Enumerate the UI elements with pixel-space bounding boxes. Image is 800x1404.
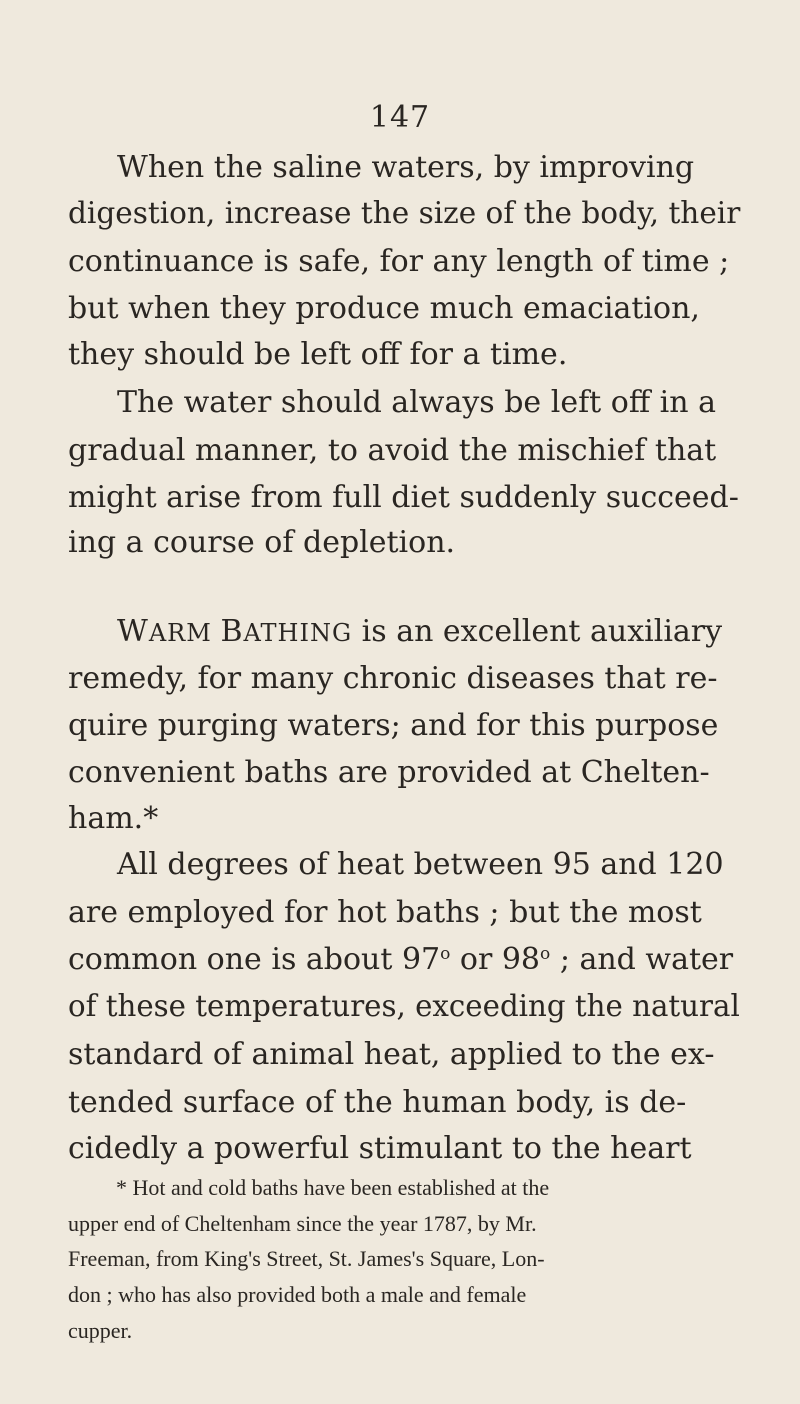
page-number: 147	[369, 100, 431, 135]
section-heading: WARM BATHING	[117, 614, 353, 649]
text-line: standard of animal heat, applied to the ex-	[68, 1037, 715, 1072]
text-line: All degrees of heat between 95 and 120	[117, 847, 724, 882]
footnote-line: don ; who has also provided both a male and female	[68, 1282, 527, 1307]
text-line: quire purging waters; and for this purpose	[68, 708, 719, 743]
footnote-line: cupper.	[68, 1318, 133, 1343]
text-line: of these temperatures, exceeding the natural	[68, 989, 740, 1024]
text-line: ing a course of depletion.	[68, 525, 456, 560]
text-line: might arise from full diet suddenly succeed-	[68, 480, 739, 515]
text-line: cidedly a powerful stimulant to the heart	[68, 1131, 692, 1166]
text-line: ham.*	[68, 801, 159, 836]
text-line: they should be left off for a time.	[68, 337, 568, 372]
text-line: tended surface of the human body, is de-	[68, 1085, 687, 1120]
text-line: convenient baths are provided at Chelten-	[68, 755, 710, 790]
text-line: are employed for hot baths ; but the most	[68, 895, 702, 930]
text-line: common one is about 97$^o$ or 98$^o$ ; and water	[68, 942, 734, 977]
text-line: but when they produce much emaciation,	[68, 291, 700, 326]
text-line: digestion, increase the size of the body, their	[68, 196, 741, 231]
text-line: gradual manner, to avoid the mischief that	[68, 433, 717, 468]
footnote-line: * Hot and cold baths have been established at the	[116, 1175, 550, 1200]
text-line: When the saline waters, by improving	[117, 150, 695, 185]
text-line: The water should always be left off in a	[117, 385, 717, 420]
section-heading-line: WARM BATHING is an excellent auxiliary	[117, 614, 723, 649]
text-line: continuance is safe, for any length of time ;	[68, 244, 730, 279]
text-line: remedy, for many chronic diseases that re-	[68, 661, 718, 696]
footnote-line: Freeman, from King's Street, St. James's Square, Lon-	[68, 1246, 545, 1271]
footnote-line: upper end of Cheltenham since the year 1787, by Mr.	[68, 1211, 537, 1236]
